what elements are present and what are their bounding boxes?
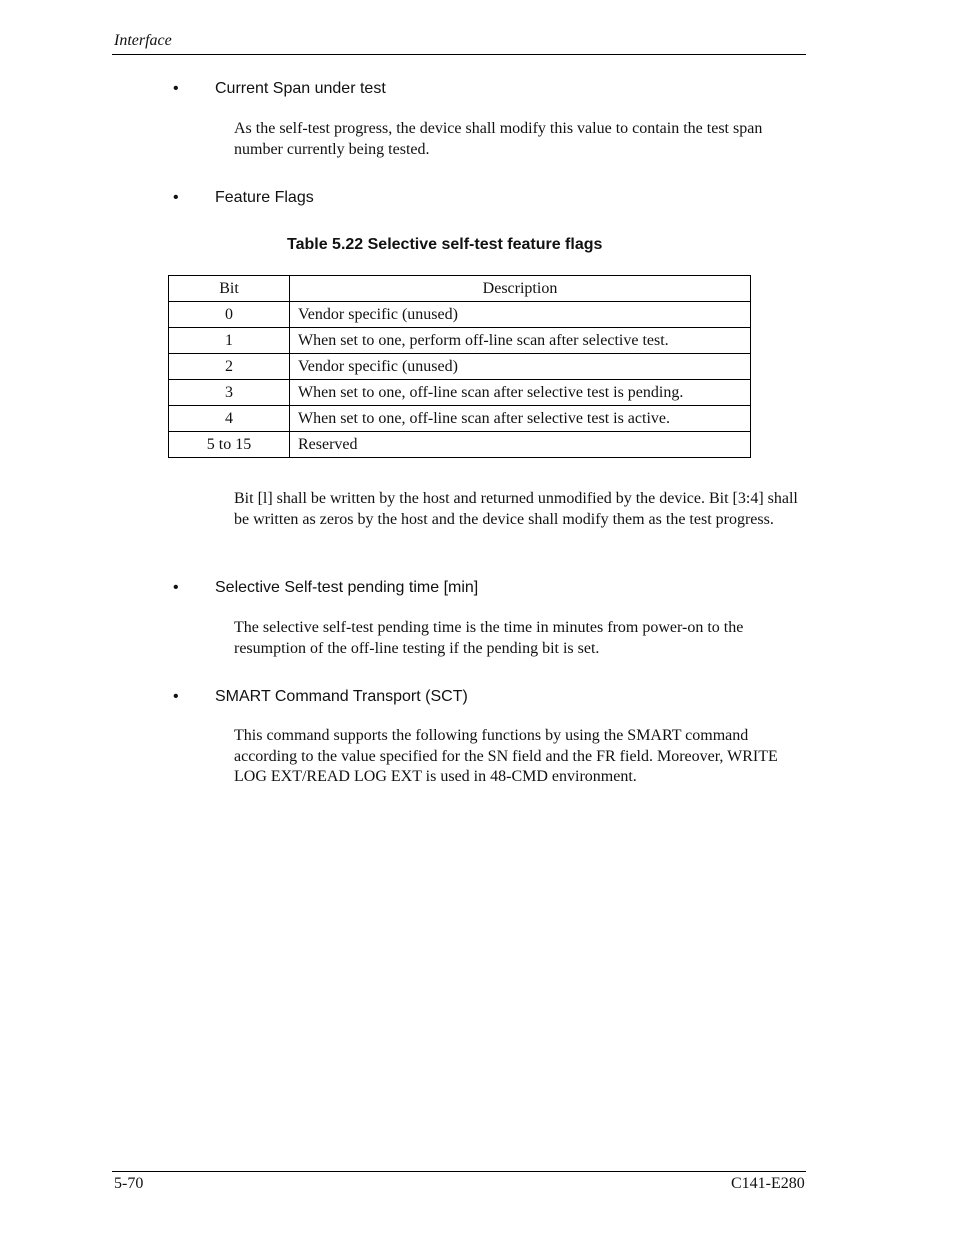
description-cell: Reserved bbox=[290, 432, 751, 458]
bullet-icon: • bbox=[173, 80, 179, 97]
column-header-description: Description bbox=[290, 276, 751, 302]
bit-cell: 0 bbox=[169, 302, 290, 328]
description-cell: When set to one, off-line scan after selective test is pending. bbox=[290, 380, 751, 406]
page-number: 5-70 bbox=[114, 1175, 144, 1192]
bit-cell: 2 bbox=[169, 354, 290, 380]
description-cell: When set to one, off-line scan after selective test is active. bbox=[290, 406, 751, 432]
sct-paragraph: This command supports the following functions by using the SMART command according to the value specified for the SN field and the FR field. Moreover, WRITE LOG EXT/READ LOG EXT is used in 48-CMD environment. bbox=[234, 727, 778, 785]
bullet-icon: • bbox=[173, 189, 179, 206]
table-header-row bbox=[169, 276, 751, 302]
bit-cell: 1 bbox=[169, 328, 290, 354]
footer-rule bbox=[112, 1171, 806, 1172]
table-row bbox=[169, 354, 751, 380]
bit-cell: 4 bbox=[169, 406, 290, 432]
feature-flags-note: Bit [l] shall be written by the host and returned unmodified by the device. Bit [3:4] shall be written as zeros by the host and the device shall modify them as the test progress. bbox=[234, 490, 798, 528]
table-row bbox=[169, 302, 751, 328]
bullet-current-span-label: Current Span under test bbox=[215, 80, 386, 97]
table-row bbox=[169, 380, 751, 406]
description-cell: Vendor specific (unused) bbox=[290, 354, 751, 380]
bullet-icon: • bbox=[173, 579, 179, 596]
description-cell: When set to one, perform off-line scan after selective test. bbox=[290, 328, 751, 354]
bullet-pending-time-label: Selective Self-test pending time [min] bbox=[215, 579, 479, 596]
column-header-bit: Bit bbox=[169, 276, 290, 302]
table-row bbox=[169, 328, 751, 354]
feature-flags-table bbox=[168, 275, 751, 458]
document-id: C141-E280 bbox=[731, 1175, 805, 1192]
bit-cell: 5 to 15 bbox=[169, 432, 290, 458]
bit-cell: 3 bbox=[169, 380, 290, 406]
current-span-paragraph: As the self-test progress, the device shall modify this value to contain the test span number currently being tested. bbox=[234, 120, 763, 158]
table-row bbox=[169, 432, 751, 458]
table-caption: Table 5.22 Selective self-test feature flags bbox=[287, 236, 603, 253]
header-rule bbox=[112, 54, 806, 55]
bullet-icon: • bbox=[173, 688, 179, 705]
bullet-feature-flags-label: Feature Flags bbox=[215, 189, 314, 206]
running-header: Interface bbox=[114, 32, 172, 49]
pending-time-paragraph: The selective self-test pending time is the time in minutes from power-on to the resumption of the off-line testing if the pending bit is set. bbox=[234, 619, 744, 657]
table-row bbox=[169, 406, 751, 432]
bullet-sct-label: SMART Command Transport (SCT) bbox=[215, 688, 468, 705]
description-cell: Vendor specific (unused) bbox=[290, 302, 751, 328]
